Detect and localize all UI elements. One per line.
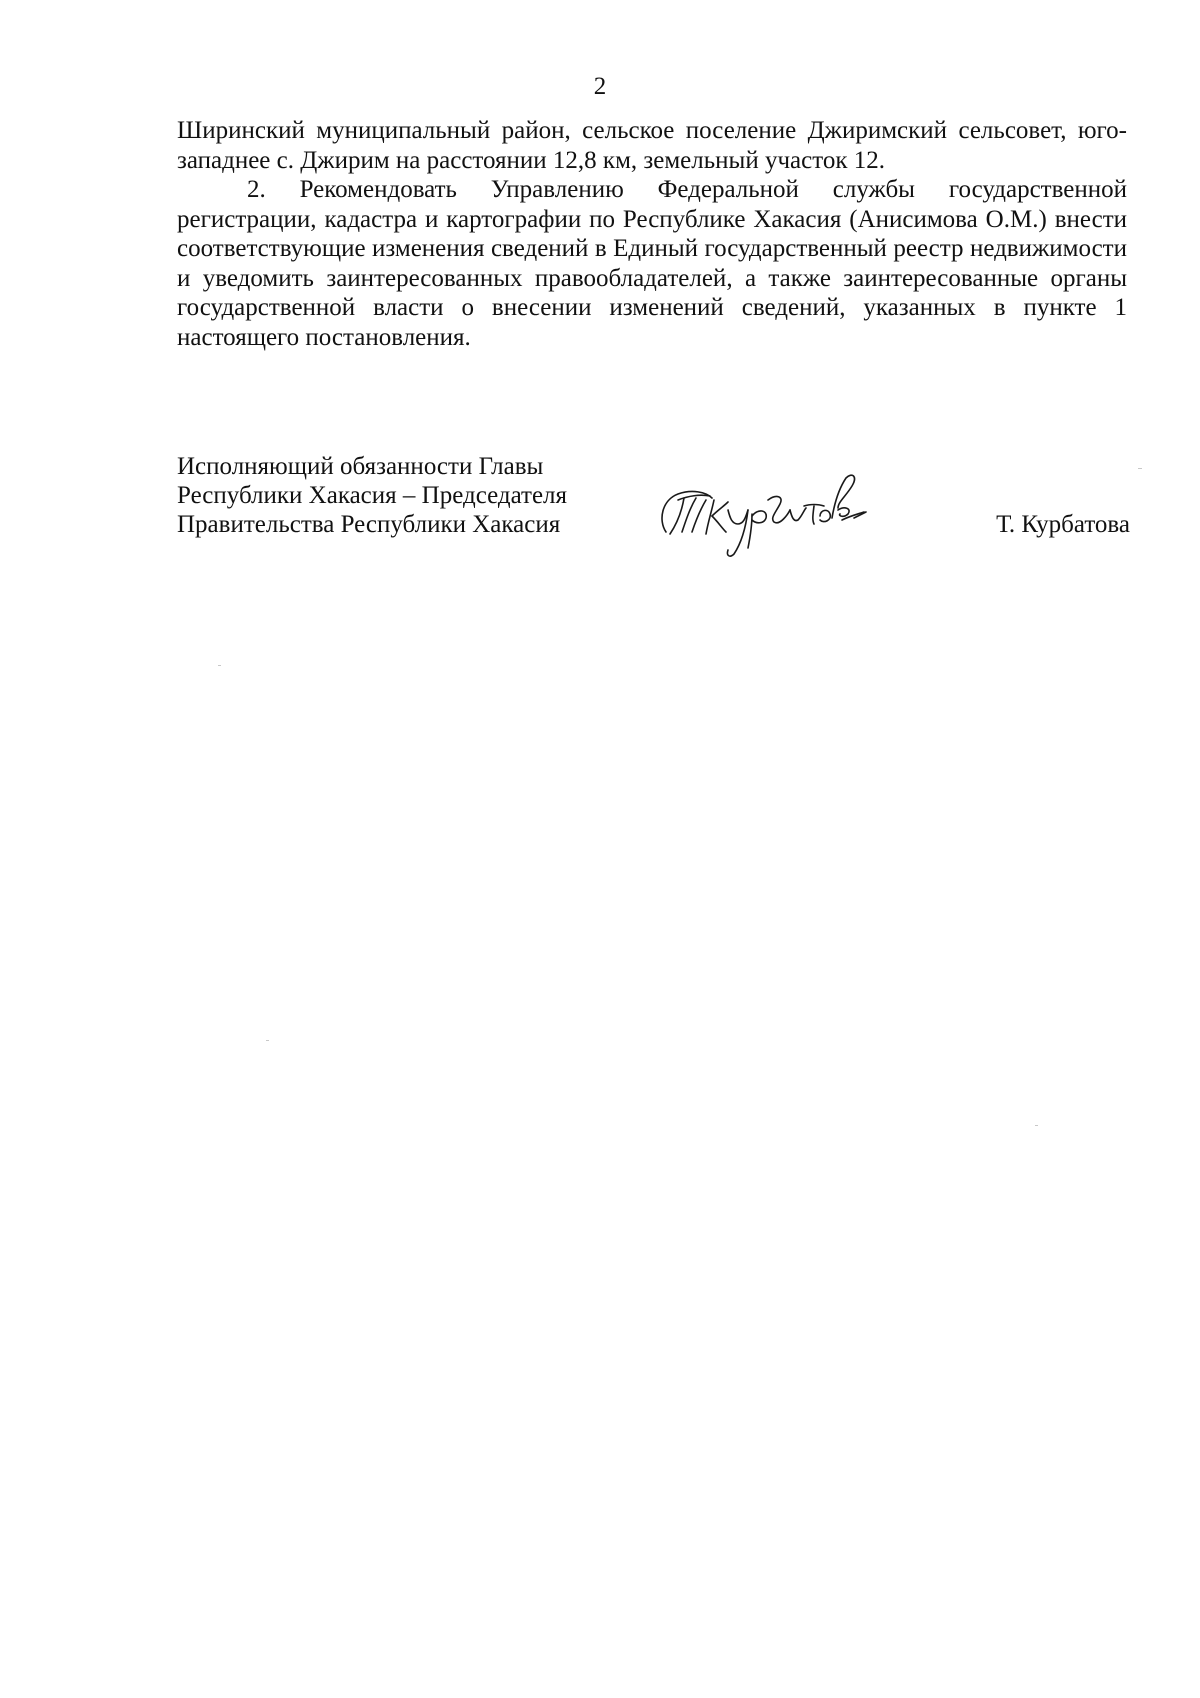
signatory-title [177,452,637,539]
scan-speck [218,665,221,666]
document-body [177,116,1127,352]
signatory-name: Т. Курбатова [996,511,1130,538]
paragraph-item-2: 2. Рекомендовать Управлению Федеральной службы государственной регистрации, кадастра и картографии по Республике Хакасия (Анисимова О.М.) внести соответствующие изменения сведений в Единый государственный реестр недвижимости и уведомить заинтересованных правообладателей, а также заинтересованные органы государственной власти о внесении изменений сведений, указанных в пункте 1 настоящего постановления. [177,176,1127,351]
signatory-title-line: Правительства Республики Хакасия [177,511,561,538]
scan-speck [266,1040,269,1041]
signatory-title-line: Исполняющий обязанности Главы [177,453,544,480]
handwritten-signature-icon [648,470,868,560]
scan-speck [1035,1125,1038,1126]
page-number: 2 [593,73,607,100]
scan-speck [1138,468,1142,469]
signatory-title-line: Республики Хакасия – Председателя [177,482,568,509]
paragraph-location: Ширинский муниципальный район, сельское поселение Джиримский сельсовет, юго-западнее с. Джирим на расстоянии 12,8 км, земельный участок 12. [177,117,1127,174]
